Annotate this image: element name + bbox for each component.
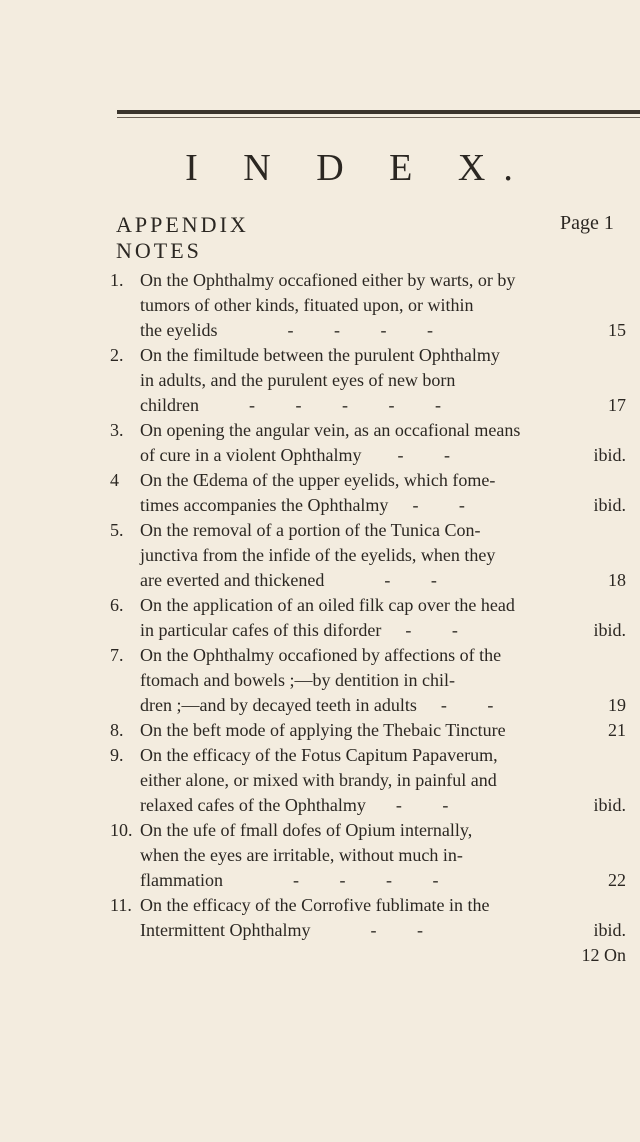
- note-number: 7.: [110, 645, 124, 665]
- page-ref: 15: [608, 320, 626, 340]
- page-ref: 19: [608, 695, 626, 715]
- note-8: [110, 718, 626, 743]
- note-number: 2.: [110, 345, 124, 365]
- note-line: On the efficacy of the Fotus Capitum Papaverum,: [140, 745, 498, 765]
- note-number: 9.: [110, 745, 124, 765]
- note-line: On the efficacy of the Corrofive fublimate in the: [140, 895, 490, 915]
- notes-heading: NOTES: [116, 238, 202, 263]
- note-line: either alone, or mixed with brandy, in painful and: [140, 770, 497, 790]
- note-6: [110, 593, 626, 643]
- note-number: 6.: [110, 595, 124, 615]
- note-line: dren ;—and by decayed teeth in adults: [140, 695, 417, 715]
- page-label: Page 1: [560, 212, 614, 234]
- index-title: I N D E X.: [185, 147, 531, 189]
- note-line: in adults, and the purulent eyes of new born: [140, 370, 456, 390]
- note-line: when the eyes are irritable, without much in-: [140, 845, 463, 865]
- appendix-heading: APPENDIX: [116, 212, 249, 237]
- note-line: flammation: [140, 870, 223, 890]
- note-line: On the ufe of fmall dofes of Opium internally,: [140, 820, 473, 840]
- leader-dashes: - - - -: [292, 870, 457, 890]
- note-3: [110, 418, 626, 468]
- page-ref: 22: [608, 870, 626, 890]
- note-number: 3.: [110, 420, 124, 440]
- top-rule-thick: [117, 110, 640, 114]
- page-ref: 17: [608, 395, 626, 415]
- note-line: times accompanies the Ophthalmy: [140, 495, 389, 515]
- leader-dashes: - - - -: [287, 320, 451, 340]
- leader-dashes: - -: [370, 920, 441, 940]
- note-line: On the fimiltude between the purulent Ophthalmy: [140, 345, 500, 365]
- note-line: of cure in a violent Ophthalmy: [140, 445, 362, 465]
- page-ref: 21: [608, 720, 626, 740]
- note-number: 8.: [110, 720, 124, 740]
- note-1: [110, 268, 626, 343]
- note-line: children: [140, 395, 199, 415]
- note-line: ftomach and bowels ;—by dentition in chil-: [140, 670, 455, 690]
- leader-dashes: - - - - -: [248, 395, 459, 415]
- page-ref: ibid.: [593, 795, 626, 815]
- page-ref: ibid.: [593, 920, 626, 940]
- leader-dashes: - -: [384, 570, 455, 590]
- note-4: [110, 468, 626, 518]
- note-5: [110, 518, 626, 593]
- note-line: On the removal of a portion of the Tunica Con-: [140, 520, 481, 540]
- leader-dashes: - -: [412, 495, 483, 515]
- note-line: On opening the angular vein, as an occafional means: [140, 420, 521, 440]
- note-line: On the Œdema of the upper eyelids, which fome-: [140, 470, 496, 490]
- note-line: On the Ophthalmy occafioned either by warts, or by: [140, 270, 516, 290]
- top-rule-thin: [117, 117, 640, 118]
- note-number: 4: [110, 470, 119, 490]
- note-line: tumors of other kinds, fituated upon, or within: [140, 295, 474, 315]
- page-ref: 18: [608, 570, 626, 590]
- leader-dashes: - -: [395, 795, 467, 815]
- note-7: [110, 643, 626, 718]
- note-number: 10.: [110, 820, 133, 840]
- note-line: in particular cafes of this diforder: [140, 620, 382, 640]
- leader-dashes: - -: [440, 695, 512, 715]
- note-line: the eyelids: [140, 320, 218, 340]
- catchword: 12 On: [581, 945, 626, 965]
- note-10: [110, 818, 626, 893]
- page-ref: ibid.: [593, 620, 626, 640]
- note-line: relaxed cafes of the Ophthalmy: [140, 795, 366, 815]
- note-line: On the beft mode of applying the Thebaic Tincture: [140, 720, 506, 740]
- page-ref: ibid.: [593, 495, 626, 515]
- leader-dashes: - -: [405, 620, 476, 640]
- note-2: [110, 343, 626, 418]
- note-11: [110, 893, 626, 943]
- note-9: [110, 743, 626, 818]
- note-line: Intermittent Ophthalmy: [140, 920, 311, 940]
- note-line: are everted and thickened: [140, 570, 325, 590]
- leader-dashes: - -: [397, 445, 468, 465]
- catchword-row: [110, 943, 626, 968]
- note-line: On the Ophthalmy occafioned by affections of the: [140, 645, 502, 665]
- note-number: 5.: [110, 520, 124, 540]
- page-ref: ibid.: [593, 445, 626, 465]
- note-line: junctiva from the infide of the eyelids, when they: [140, 545, 496, 565]
- note-number: 1.: [110, 270, 124, 290]
- note-number: 11.: [110, 895, 132, 915]
- note-line: On the application of an oiled filk cap over the head: [140, 595, 515, 615]
